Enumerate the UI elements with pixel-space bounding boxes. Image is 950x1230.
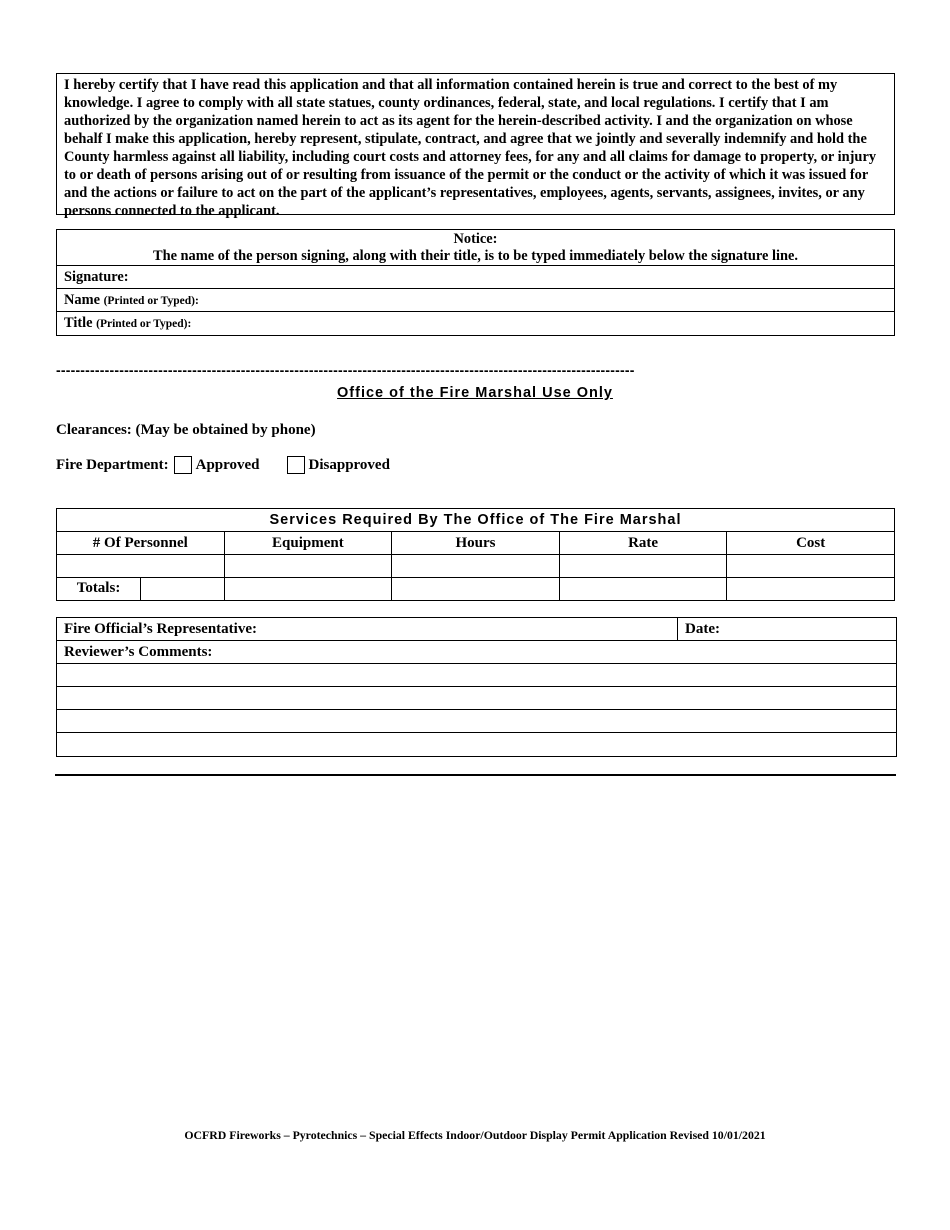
totals-rate-cell[interactable] [559, 578, 727, 601]
fire-department-row [56, 456, 390, 474]
review-box [56, 617, 897, 757]
name-field[interactable] [57, 289, 894, 312]
separator-line: ----------------------------------------------------------------------------------------------------------------------- [56, 362, 635, 378]
comment-line[interactable] [57, 687, 896, 710]
signature-box [56, 229, 895, 336]
representative-label: Fire Official’s Representative: [64, 621, 257, 637]
comments-row[interactable] [57, 641, 896, 664]
hours-cell[interactable] [392, 555, 560, 578]
fire-department-label: Fire Department: [56, 456, 169, 473]
column-cost: Cost [727, 532, 895, 555]
notice [57, 230, 894, 266]
comment-line[interactable] [57, 710, 896, 733]
footer: OCFRD Fireworks – Pyrotechnics – Special Effects Indoor/Outdoor Display Permit Application Revised 10/01/2021 [184, 1128, 766, 1142]
totals-equipment-cell[interactable] [224, 578, 392, 601]
rate-cell[interactable] [559, 555, 727, 578]
services-table [56, 508, 895, 601]
name-label: Name [64, 292, 100, 308]
comment-line[interactable] [57, 733, 896, 756]
services-title: Services Required By The Office of The Fire Marshal [57, 509, 895, 532]
disapproved-label: Disapproved [308, 456, 390, 473]
date-label: Date: [685, 621, 720, 637]
title-field[interactable] [57, 312, 894, 335]
approved-label: Approved [195, 456, 260, 473]
cost-cell[interactable] [727, 555, 895, 578]
comment-line[interactable] [57, 664, 896, 687]
notice-heading: Notice: [453, 231, 498, 247]
section-divider [55, 774, 896, 776]
disapproved-checkbox[interactable] [287, 456, 305, 474]
column-rate: Rate [559, 532, 727, 555]
representative-field[interactable] [57, 618, 678, 640]
table-row [57, 555, 895, 578]
totals-hours-cell[interactable] [392, 578, 560, 601]
personnel-cell[interactable] [57, 555, 225, 578]
date-field[interactable] [678, 618, 720, 640]
totals-row [57, 578, 895, 601]
approved-checkbox[interactable] [174, 456, 192, 474]
signature-label: Signature: [64, 269, 129, 285]
notice-text: The name of the person signing, along with their title, is to be typed immediately below the signature line. [152, 248, 799, 264]
title-note: (Printed or Typed): [96, 318, 192, 330]
page [56, 73, 895, 336]
column-hours: Hours [392, 532, 560, 555]
signature-field[interactable] [57, 266, 894, 289]
equipment-cell[interactable] [224, 555, 392, 578]
representative-row [57, 618, 896, 641]
comments-label: Reviewer’s Comments: [64, 644, 213, 660]
totals-personnel-cell[interactable] [57, 578, 225, 601]
column-equipment: Equipment [224, 532, 392, 555]
totals-cost-cell[interactable] [727, 578, 895, 601]
column-personnel: # Of Personnel [57, 532, 225, 555]
office-use-title: Office of the Fire Marshal Use Only [337, 385, 613, 401]
name-note: (Printed or Typed): [103, 295, 199, 307]
certification-statement: I hereby certify that I have read this application and that all information contained herein is true and correct to the best of my knowledge. I agree to comply with all state statues, county ordinances, federal, state, and local regulations. I certify that I am authorized by the organization named herein to act as its agent for the herein-described activity. I and the organization on whose behalf I make this application, hereby represent, stipulate, contract, and agree that we jointly and severally indemnify and hold the County harmless against all liability, including court costs and attorney fees, for any and all claims for damage to property, or injury to or death of persons arising out of or resulting from issuance of the permit or the conduct or the activity of which it was issued for and the actions or failure to act on the part of the applicant’s representatives, employees, agents, servants, assignees, invites, or any persons connected to the applicant. [56, 73, 895, 215]
totals-label: Totals: [57, 578, 141, 600]
title-label: Title [64, 315, 93, 331]
clearances-heading: Clearances: (May be obtained by phone) [56, 422, 316, 438]
